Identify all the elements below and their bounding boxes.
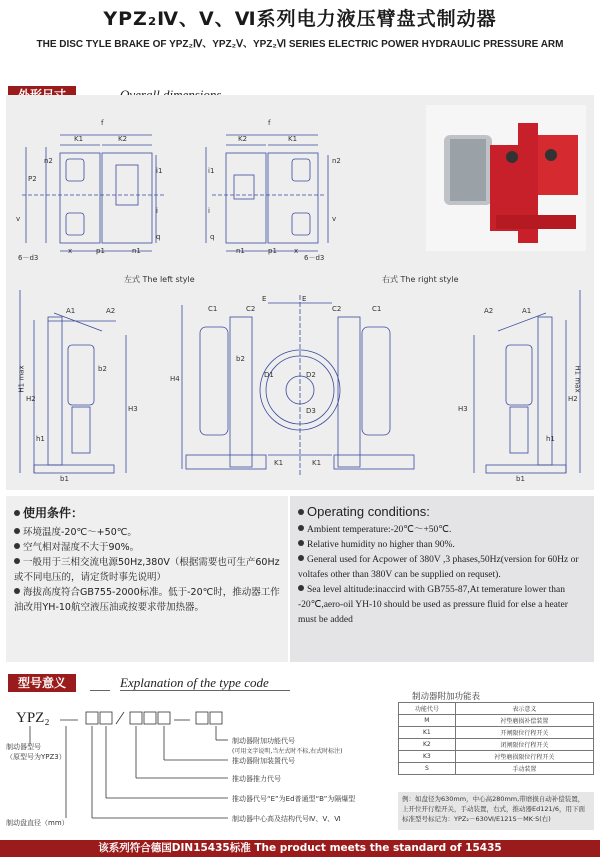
- dim-label: f: [101, 119, 104, 127]
- type-label: 制动器中心高及结构代号Ⅳ、Ⅴ、Ⅵ: [232, 815, 341, 823]
- type-label: 制动盘直径（mm）: [6, 819, 69, 827]
- bullet-icon: [298, 540, 304, 546]
- bullet-icon: [14, 528, 20, 534]
- brake-photo: [426, 105, 586, 251]
- dim-label: h1: [546, 435, 555, 443]
- dim-label: i: [156, 207, 158, 215]
- dim-label: E: [302, 295, 307, 303]
- dim-label: H1 max: [573, 365, 582, 393]
- dim-label: K1: [74, 135, 84, 143]
- dim-label: i: [208, 207, 210, 215]
- type-label: 制动器型号: [6, 743, 41, 751]
- dim-label: h1: [36, 435, 45, 443]
- page-title: YPZ₂Ⅳ、Ⅴ、Ⅵ系列电力液压臂盘式制动器: [103, 8, 497, 30]
- dim-label: D3: [306, 407, 316, 415]
- dim-label: v: [16, 215, 21, 223]
- section-label-en: Explanation of the type code: [120, 675, 269, 690]
- bullet-icon: [14, 588, 20, 594]
- dim-label: p1: [96, 247, 105, 255]
- bullet-icon: [298, 509, 304, 515]
- condition-item: Ambient temperature:-20℃～+50℃.: [298, 523, 588, 538]
- dim-label: D2: [306, 371, 316, 379]
- conditions-cn-panel: [6, 496, 288, 662]
- dim-label: x: [294, 247, 299, 255]
- dim-label: b2: [98, 365, 107, 373]
- dim-label: P2: [28, 175, 37, 183]
- dim-label: b2: [236, 355, 245, 363]
- dim-label: q: [210, 233, 215, 241]
- bullet-icon: [298, 555, 304, 561]
- right-style-label: 右式 The right style: [382, 275, 459, 284]
- function-table-title: 制动器附加功能表: [412, 692, 481, 702]
- dim-label: x: [68, 247, 73, 255]
- dim-label: H3: [458, 405, 468, 413]
- bullet-icon: [14, 510, 20, 516]
- example-note: 例：如盘径为630mm，中心高280mm,带磨损自动补偿装置，上开位开行程开关，手动装置，右式，推动器Ed121/6，用下面标准型号标记为：YPZ₂－630Ⅵ/E121S－MK·S(右): [398, 792, 594, 830]
- dim-label: A1: [66, 307, 76, 315]
- dim-label: n2: [332, 157, 341, 165]
- dim-label: H1 max: [17, 365, 26, 393]
- dim-label: C1: [208, 305, 218, 313]
- bullet-icon: [298, 585, 304, 591]
- dim-label: 6－d3: [304, 254, 325, 262]
- dim-label: H3: [128, 405, 138, 413]
- type-label: 制动器附加功能代号: [232, 737, 295, 745]
- type-label: (可用文字说明,当左式时不标,右式时标注): [232, 748, 343, 755]
- dim-label: K1: [288, 135, 298, 143]
- condition-item: Sea level altitude:inaccird with GB755-87,At temerature lower than -20℃,aero-oil YH-10 should be used as pressure fluid for else a heater must be added: [298, 585, 568, 625]
- dim-label: n1: [236, 247, 245, 255]
- dim-label: C2: [332, 305, 342, 313]
- dim-label: n1: [132, 247, 141, 255]
- dim-label: i1: [208, 167, 215, 175]
- dim-label: K2: [118, 135, 128, 143]
- dim-label: 6－d3: [18, 254, 39, 262]
- dim-label: b1: [516, 475, 525, 483]
- left-style-label: 左式 The left style: [124, 275, 195, 284]
- dim-label: H2: [26, 395, 36, 403]
- table-row: M 衬垫磨损补偿装置: [399, 715, 594, 727]
- conditions-cn-heading: 使用条件：: [14, 504, 288, 521]
- dim-label: E: [262, 295, 267, 303]
- table-header-row: [399, 703, 594, 715]
- dim-label: p1: [268, 247, 277, 255]
- dim-label: f: [268, 119, 271, 127]
- footer-banner: 该系列符合德国DIN15435标准 The product meets the standard of 15435: [0, 840, 600, 857]
- dim-label: A2: [484, 307, 494, 315]
- dim-label: q: [156, 233, 161, 241]
- dim-label: D1: [264, 371, 274, 379]
- type-label: 推动器代号“E”为Ed普通型“B”为隔爆型: [232, 795, 356, 803]
- dim-label: A2: [106, 307, 116, 315]
- table-row: S 手动装置: [399, 763, 594, 775]
- type-label: 推动器推力代号: [232, 775, 281, 783]
- conditions-en-heading: Operating conditions:: [298, 504, 594, 519]
- condition-item: 环境温度-20℃～+50℃。: [14, 525, 282, 540]
- dim-label: n2: [44, 157, 53, 165]
- condition-item: 一般用于三相交流电源50Hz,380V（根据需要也可生产60Hz或不同电压的，请定货时事先说明）: [14, 557, 280, 583]
- bullet-icon: [298, 525, 304, 531]
- dim-label: C2: [246, 305, 256, 313]
- dim-label: K2: [238, 135, 248, 143]
- table-row: K2 闭闸限位行程开关: [399, 739, 594, 751]
- dim-label: A1: [522, 307, 532, 315]
- page-subtitle: THE DISC TYLE BRAKE OF YPZ₂Ⅳ、YPZ₂Ⅴ、YPZ₂Ⅵ SERIES ELECTRIC POWER HYDRAULIC PRESSURE ARM: [36, 39, 564, 50]
- bullet-icon: [14, 543, 20, 549]
- condition-item: General used for Acpower of 380V ,3 phases,50Hz(version for 60Hz or voltafes other than 380V can be supplied on requset).: [298, 555, 579, 580]
- left-style-arm: [48, 317, 62, 465]
- bullet-icon: [14, 558, 20, 564]
- dim-label: b1: [60, 475, 69, 483]
- table-row: K1 开闸限位行程开关: [399, 727, 594, 739]
- dim-label: K1: [274, 459, 284, 467]
- dim-label: v: [332, 215, 337, 223]
- dim-label: i1: [156, 167, 163, 175]
- dim-label: C1: [372, 305, 382, 313]
- condition-item: 空气相对湿度不大于90%。: [14, 540, 282, 555]
- section-label-cn: 型号意义: [8, 674, 76, 692]
- condition-item: 海拔高度符合GB755-2000标准。低于-20℃时，推动器工作油改用YH-10航空液压油或按要求带加热器。: [14, 587, 280, 613]
- type-code-prefix: YPZ₂: [16, 710, 50, 726]
- dimensions-drawing-panel: [6, 95, 594, 490]
- type-label: （原型号为YPZ3）: [6, 753, 66, 761]
- condition-item: Relative humidity no higher than 90%.: [298, 538, 588, 553]
- function-table: [398, 702, 594, 775]
- table-header-cell: 功能代号: [399, 703, 456, 715]
- operating-conditions: [6, 496, 594, 662]
- dim-label: K1: [312, 459, 322, 467]
- conditions-en-panel: [290, 496, 594, 662]
- table-row: K3 衬垫磨损限位行程开关: [399, 751, 594, 763]
- type-label: 推动器附加装置代号: [232, 757, 295, 765]
- table-header-cell: 表示意义: [455, 703, 593, 715]
- dim-label: H4: [170, 375, 180, 383]
- dim-label: H2: [568, 395, 578, 403]
